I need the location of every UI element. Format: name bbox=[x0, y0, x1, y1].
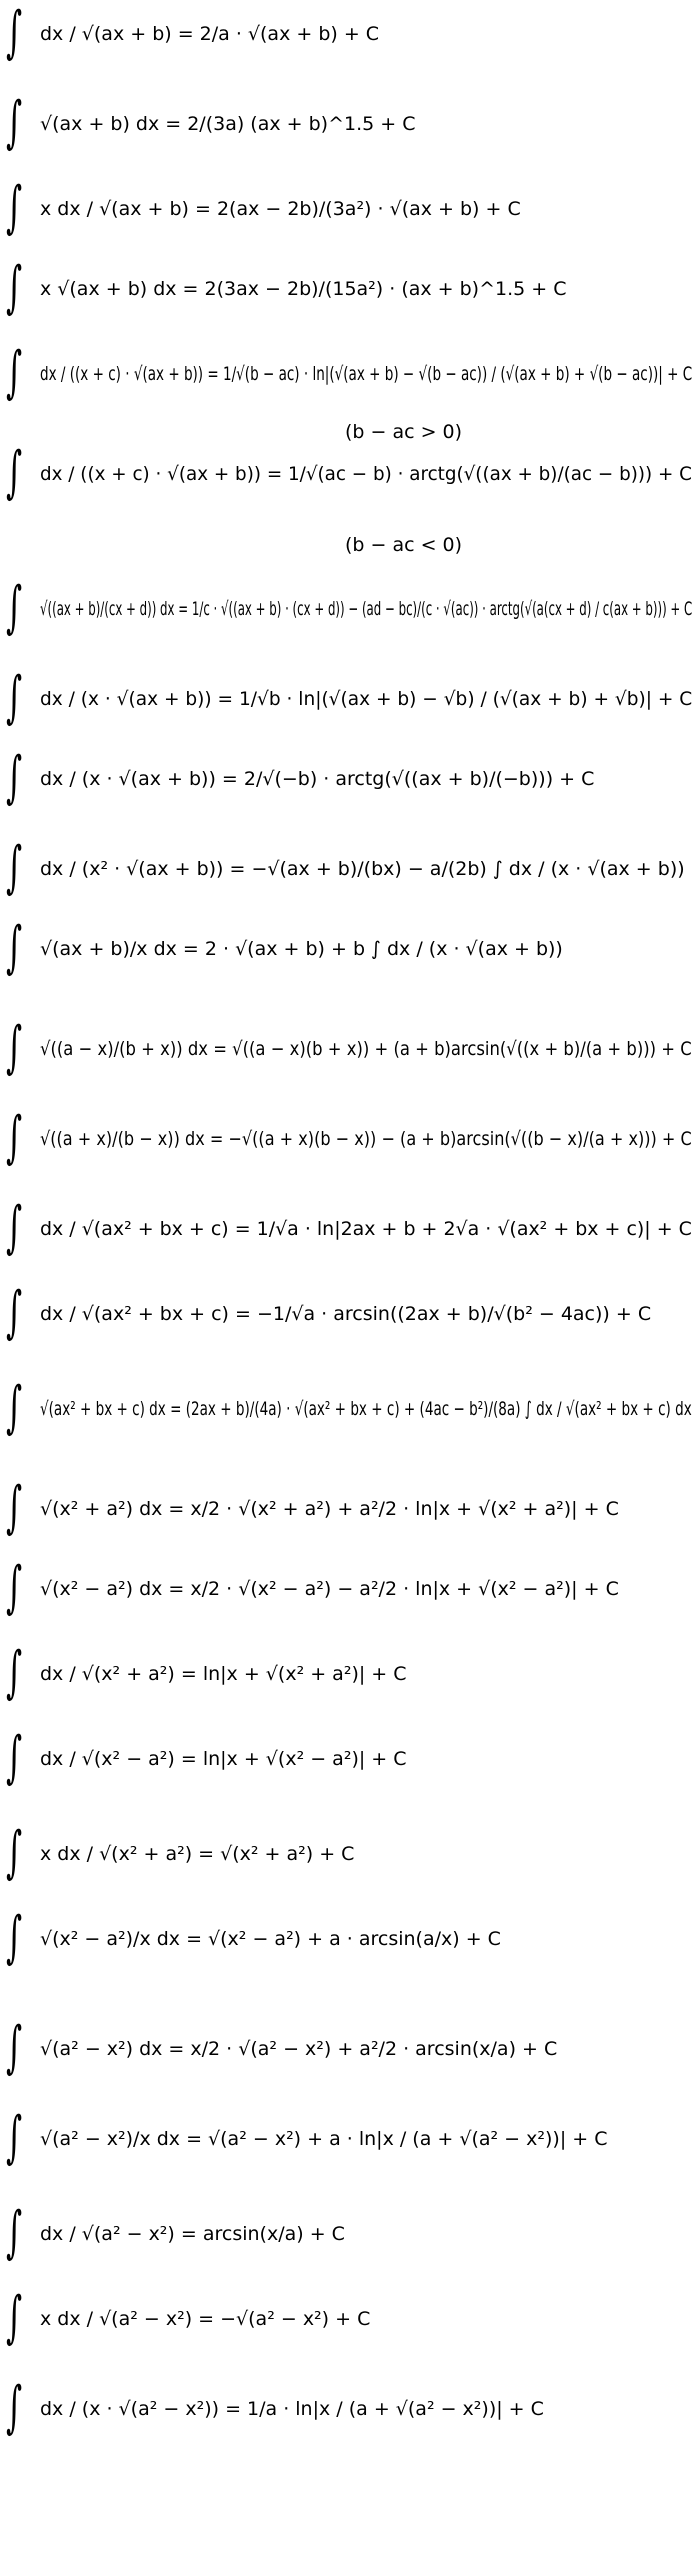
formula-text: √(ax + b)/x dx = 2 · √(ax + b) + b ∫ dx / (x · √(ax + b)) bbox=[40, 938, 563, 960]
integral-sign: ∫ bbox=[6, 1820, 23, 1885]
formula-row bbox=[0, 576, 700, 644]
formula-row bbox=[0, 1641, 700, 1709]
formula-text: x √(ax + b) dx = 2(3ax − 2b)/(15a²) · (ax + b)^1.5 + C bbox=[40, 278, 567, 300]
formula-text: √(x² + a²) dx = x/2 · √(x² + a²) + a²/2 · ln|x + √(x² + a²)| + C bbox=[40, 1498, 619, 1520]
integral-sign: ∫ bbox=[6, 1640, 23, 1705]
integral-sign: ∫ bbox=[6, 1555, 23, 1620]
integral-sign: ∫ bbox=[6, 1105, 23, 1170]
formula-text: √(a² − x²)/x dx = √(a² − x²) + a · ln|x / (a + √(a² − x²))| + C bbox=[40, 2128, 608, 2150]
formula-row bbox=[0, 1726, 700, 1794]
integral-sign: ∫ bbox=[6, 0, 23, 65]
formula-text: x dx / √(x² + a²) = √(x² + a²) + C bbox=[40, 1843, 355, 1865]
integral-sign: ∫ bbox=[6, 1725, 23, 1790]
formula-text: dx / √(a² − x²) = arcsin(x/a) + C bbox=[40, 2223, 345, 2245]
formula-row bbox=[0, 1196, 700, 1264]
integral-sign: ∫ bbox=[6, 1195, 23, 1260]
formula-row bbox=[0, 1906, 700, 1974]
formula-text: x dx / √(a² − x²) = −√(a² − x²) + C bbox=[40, 2308, 371, 2330]
formula-row bbox=[0, 256, 700, 324]
formula-text: √(ax + b) dx = 2/(3a) (ax + b)^1.5 + C bbox=[40, 113, 416, 135]
formula-row bbox=[0, 1476, 700, 1544]
formula-text: dx / √(x² − a²) = ln|x + √(x² − a²)| + C bbox=[40, 1748, 407, 1770]
formula-text: √((ax + b)/(cx + d)) dx = 1/c · √((ax + b) · (cx + d)) − (ad − bc)/(c · √(ac)) · arctg(√(a(cx + d) / c(ax + b))) + C bbox=[40, 598, 693, 620]
formula-row bbox=[0, 746, 700, 814]
integral-sign: ∫ bbox=[6, 2285, 23, 2350]
formula-row bbox=[0, 441, 700, 509]
integral-sign: ∫ bbox=[6, 2200, 23, 2265]
integral-sign: ∫ bbox=[6, 340, 23, 405]
formula-row bbox=[0, 2376, 700, 2444]
formula-row bbox=[0, 1821, 700, 1889]
formula-row bbox=[0, 91, 700, 159]
formula-row bbox=[0, 666, 700, 734]
formula-row bbox=[0, 176, 700, 244]
integral-sign: ∫ bbox=[6, 175, 23, 240]
formula-text: √((a + x)/(b − x)) dx = −√((a + x)(b − x)) − (a + b)arcsin(√((b − x)/(a + x))) + C bbox=[40, 1128, 692, 1150]
formula-text: dx / √(ax² + bx + c) = 1/√a · ln|2ax + b + 2√a · √(ax² + bx + c)| + C bbox=[40, 1218, 692, 1240]
formula-text: dx / (x · √(a² − x²)) = 1/a · ln|x / (a + √(a² − x²))| + C bbox=[40, 2398, 544, 2420]
integral-sign: ∫ bbox=[6, 2105, 23, 2170]
formula-row bbox=[0, 341, 700, 409]
formula-text: √((a − x)/(b + x)) dx = √((a − x)(b + x)) + (a + b)arcsin(√((x + b)/(a + b))) + C bbox=[40, 1038, 692, 1060]
formula-text: √(a² − x²) dx = x/2 · √(a² − x²) + a²/2 · arcsin(x/a) + C bbox=[40, 2038, 558, 2060]
formula-text: √(x² − a²) dx = x/2 · √(x² − a²) − a²/2 · ln|x + √(x² − a²)| + C bbox=[40, 1578, 619, 1600]
condition-label: (b − ac > 0) bbox=[345, 421, 463, 443]
integral-sign: ∫ bbox=[6, 745, 23, 810]
formula-text: dx / (x · √(ax + b)) = 2/√(−b) · arctg(√((ax + b)/(−b))) + C bbox=[40, 768, 595, 790]
integral-sign: ∫ bbox=[6, 1015, 23, 1080]
formula-text: x dx / √(ax + b) = 2(ax − 2b)/(3a²) · √(ax + b) + C bbox=[40, 198, 521, 220]
integral-sign: ∫ bbox=[6, 2015, 23, 2080]
formula-row bbox=[0, 1376, 700, 1444]
formula-text: √(ax² + bx + c) dx = (2ax + b)/(4a) · √(ax² + bx + c) + (4ac − b²)/(8a) ∫ dx / √(ax² + bx + c) dx bbox=[40, 1398, 692, 1420]
formula-row bbox=[0, 836, 700, 904]
integral-sign: ∫ bbox=[6, 2375, 23, 2440]
integral-sign: ∫ bbox=[6, 1375, 23, 1440]
formula-row bbox=[0, 916, 700, 984]
formula-text: √(x² − a²)/x dx = √(x² − a²) + a · arcsin(a/x) + C bbox=[40, 1928, 501, 1950]
formula-row bbox=[0, 1556, 700, 1624]
formula-text: dx / (x² · √(ax + b)) = −√(ax + b)/(bx) − a/(2b) ∫ dx / (x · √(ax + b)) bbox=[40, 858, 685, 880]
integral-sign: ∫ bbox=[6, 665, 23, 730]
integral-sign: ∫ bbox=[6, 1475, 23, 1540]
formula-text: dx / √(ax² + bx + c) = −1/√a · arcsin((2ax + b)/√(b² − 4ac)) + C bbox=[40, 1303, 652, 1325]
integral-sign: ∫ bbox=[6, 90, 23, 155]
formula-row bbox=[0, 1, 700, 69]
integral-sign: ∫ bbox=[6, 1280, 23, 1345]
formula-text: dx / ((x + c) · √(ax + b)) = 1/√(b − ac) · ln|(√(ax + b) − √(b − ac)) / (√(ax + b) + √(b − ac))| + C bbox=[40, 363, 693, 385]
integral-sign: ∫ bbox=[6, 575, 23, 640]
formula-text: dx / ((x + c) · √(ax + b)) = 1/√(ac − b) · arctg(√((ax + b)/(ac − b))) + C bbox=[40, 463, 692, 485]
formula-row bbox=[0, 2016, 700, 2084]
formula-text: dx / √(ax + b) = 2/a · √(ax + b) + C bbox=[40, 23, 380, 45]
formula-row bbox=[0, 1016, 700, 1084]
formula-row bbox=[0, 1106, 700, 1174]
integral-sign: ∫ bbox=[6, 440, 23, 505]
formula-row bbox=[0, 2201, 700, 2269]
integral-sign: ∫ bbox=[6, 255, 23, 320]
integral-sign: ∫ bbox=[6, 1905, 23, 1970]
condition-label: (b − ac < 0) bbox=[345, 534, 463, 556]
formula-row bbox=[0, 2106, 700, 2174]
formula-text: dx / √(x² + a²) = ln|x + √(x² + a²)| + C bbox=[40, 1663, 407, 1685]
formula-text: dx / (x · √(ax + b)) = 1/√b · ln|(√(ax + b) − √b) / (√(ax + b) + √b)| + C bbox=[40, 688, 693, 710]
formula-row bbox=[0, 1281, 700, 1349]
integral-sign: ∫ bbox=[6, 915, 23, 980]
formula-row bbox=[0, 2286, 700, 2354]
integral-sign: ∫ bbox=[6, 835, 23, 900]
